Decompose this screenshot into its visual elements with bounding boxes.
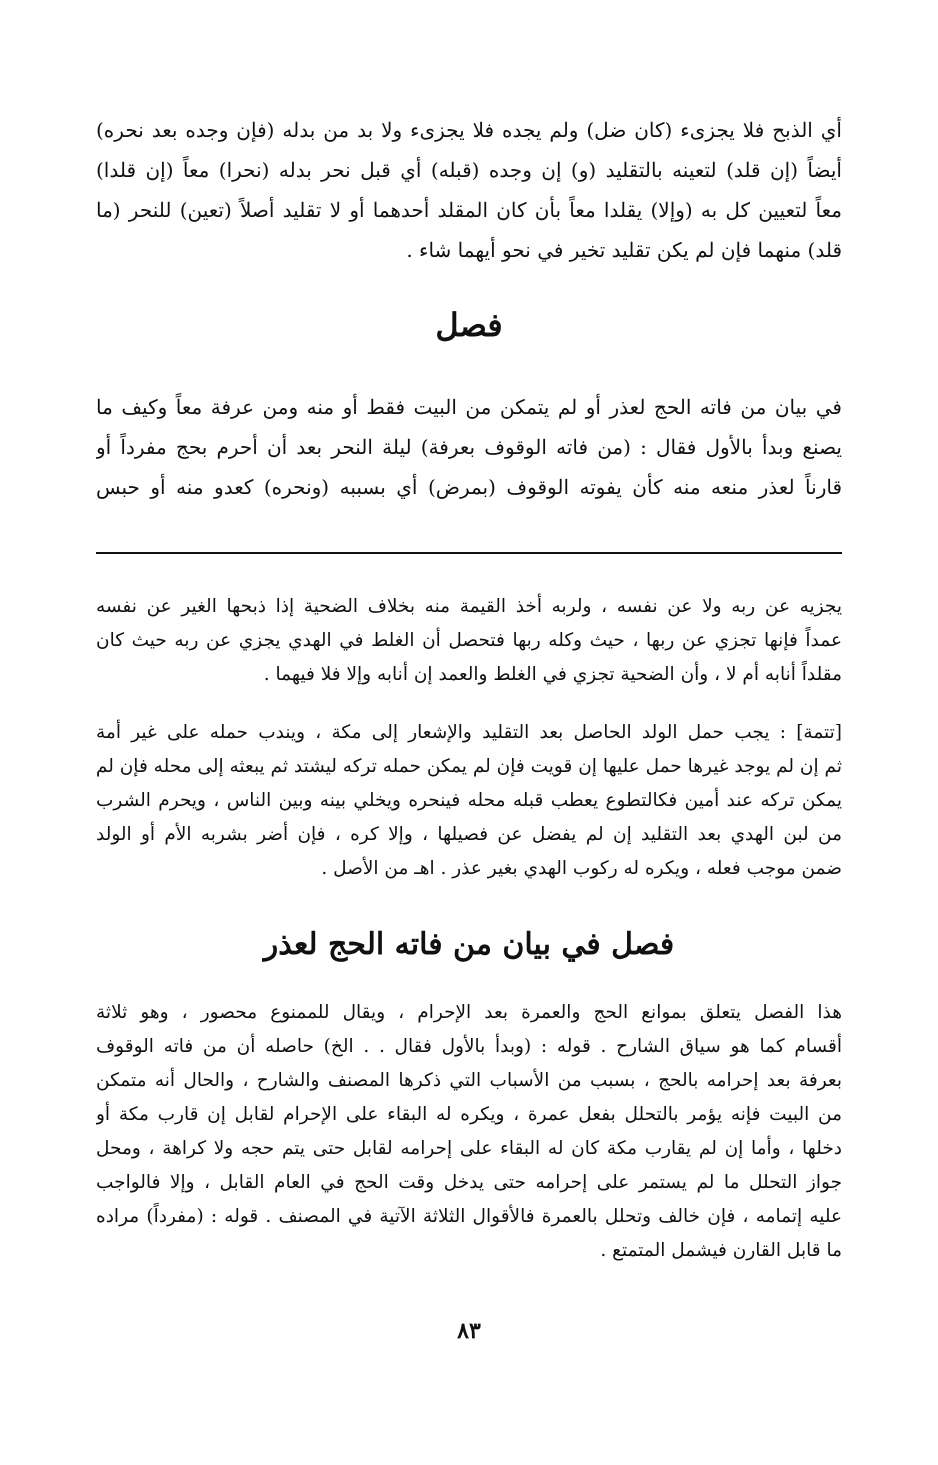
- commentary-line: ثم إن لم يوجد غيرها حمل عليها إن قويت فإن لم يمكن حمله تركه ليشتد ثم يبعثه إلى محله فإن لم: [96, 756, 842, 777]
- commentary-line: [تتمة] : يجب حمل الولد الحاصل بعد التقليد والإشعار إلى مكة ، ويندب حمله على غير أمة: [96, 722, 842, 743]
- commentary-line: من لبن الهدي بعد التقليد إن لم يفضل عن فصيلها ، وإلا كره ، فإن أضر بشربه الأم أو الولد: [96, 824, 842, 845]
- commentary-line: عليه إتمامه ، فإن خالف وتحلل بالعمرة فالأقوال الثلاثة الآتية في المصنف . قوله : (مفرداً) مراده: [96, 1206, 842, 1227]
- commentary-line: عمداً فإنها تجزي عن ربها ، حيث وكله ربها فتحصل أن الغلط في الهدي يجزي عن ربه حيث كان: [96, 630, 842, 651]
- commentary-line: هذا الفصل يتعلق بموانع الحج والعمرة بعد الإحرام ، ويقال للممنوع محصور ، وهو ثلاثة: [96, 1002, 842, 1023]
- section-heading: فصل: [435, 306, 503, 344]
- commentary-line: ما قابل القارن فيشمل المتمتع .: [600, 1240, 842, 1261]
- main-text-line: معاً لتعيين كل به (وإلا) يقلدا معاً بأن كان المقلد أحدهما أو لا تقليد أصلاً (تعين) للنحر (ما: [96, 198, 842, 222]
- commentary-line: من البيت فإنه يؤمر بالتحلل بفعل عمرة ، ويكره له البقاء على الإحرام لقابل إن قارب مكة أو: [96, 1104, 842, 1125]
- main-text-line: قلد) منهما فإن لم يكن تقليد تخير في نحو أيهما شاء .: [406, 238, 842, 262]
- book-page: [96, 0, 842, 1465]
- main-text-line: أي الذبح فلا يجزىء (كان ضل) ولم يجده فلا يجزىء ولا بد من بدله (فإن وجده بعد نحره): [96, 118, 842, 142]
- commentary-line: أقسام كما هو سياق الشارح . قوله : (وبدأ بالأول فقال . . الخ) حاصله أن من فاته الوقوف: [96, 1036, 842, 1057]
- commentary-line: جواز التحلل ما لم يستمر على إحرامه حتى يدخل وقت الحج في العام القابل ، وإلا فالواجب: [96, 1172, 842, 1193]
- commentary-line: مقلداً أنابه أم لا ، وأن الضحية تجزي في الغلط والعمد إن أنابه وإلا فلا فيهما .: [263, 664, 842, 685]
- main-text-line: في بيان من فاته الحج لعذر أو لم يتمكن من البيت فقط أو منه ومن عرفة معاً وكيف ما: [96, 395, 842, 419]
- main-text-line: قارناً لعذر منعه منه كأن يفوته الوقوف (بمرض) أي بسببه (ونحره) كعدو منه أو حبس: [96, 475, 842, 499]
- commentary-heading: فصل في بيان من فاته الحج لعذر: [263, 927, 675, 962]
- commentary-line: يمكن تركه عند أمين فكالتطوع يعطب قبله محله فينحره ويخلي بينه وبين الناس ، ويحرم الشرب: [96, 790, 842, 811]
- page-number: ٨٣: [457, 1318, 481, 1344]
- commentary-line: ضمن موجب فعله ، ويكره له ركوب الهدي بغير عذر . اهـ من الأصل .: [321, 858, 842, 879]
- commentary-line: بعرفة بعد إحرامه بالحج ، بسبب من الأسباب التي ذكرها المصنف والشارح ، والحال أنه متمكن: [96, 1070, 842, 1091]
- footnote-divider: [96, 552, 842, 554]
- commentary-line: يجزيه عن ربه ولا عن نفسه ، ولربه أخذ القيمة منه بخلاف الضحية إذا ذبحها الغير عن نفسه: [96, 596, 842, 617]
- main-text-line: يصنع وبدأ بالأول فقال : (من فاته الوقوف بعرفة) ليلة النحر بعد أن أحرم بحج مفرداً أو: [96, 435, 842, 459]
- commentary-line: دخلها ، وأما إن لم يقارب مكة كان له البقاء على إحرامه لقابل حتى يتم حجه ولا كراهة ، ومحل: [96, 1138, 842, 1159]
- main-text-line: أيضاً (إن قلد) لتعينه بالتقليد (و) إن وجده (قبله) أي قبل نحر بدله (نحرا) معاً (إن قلدا): [96, 158, 842, 182]
